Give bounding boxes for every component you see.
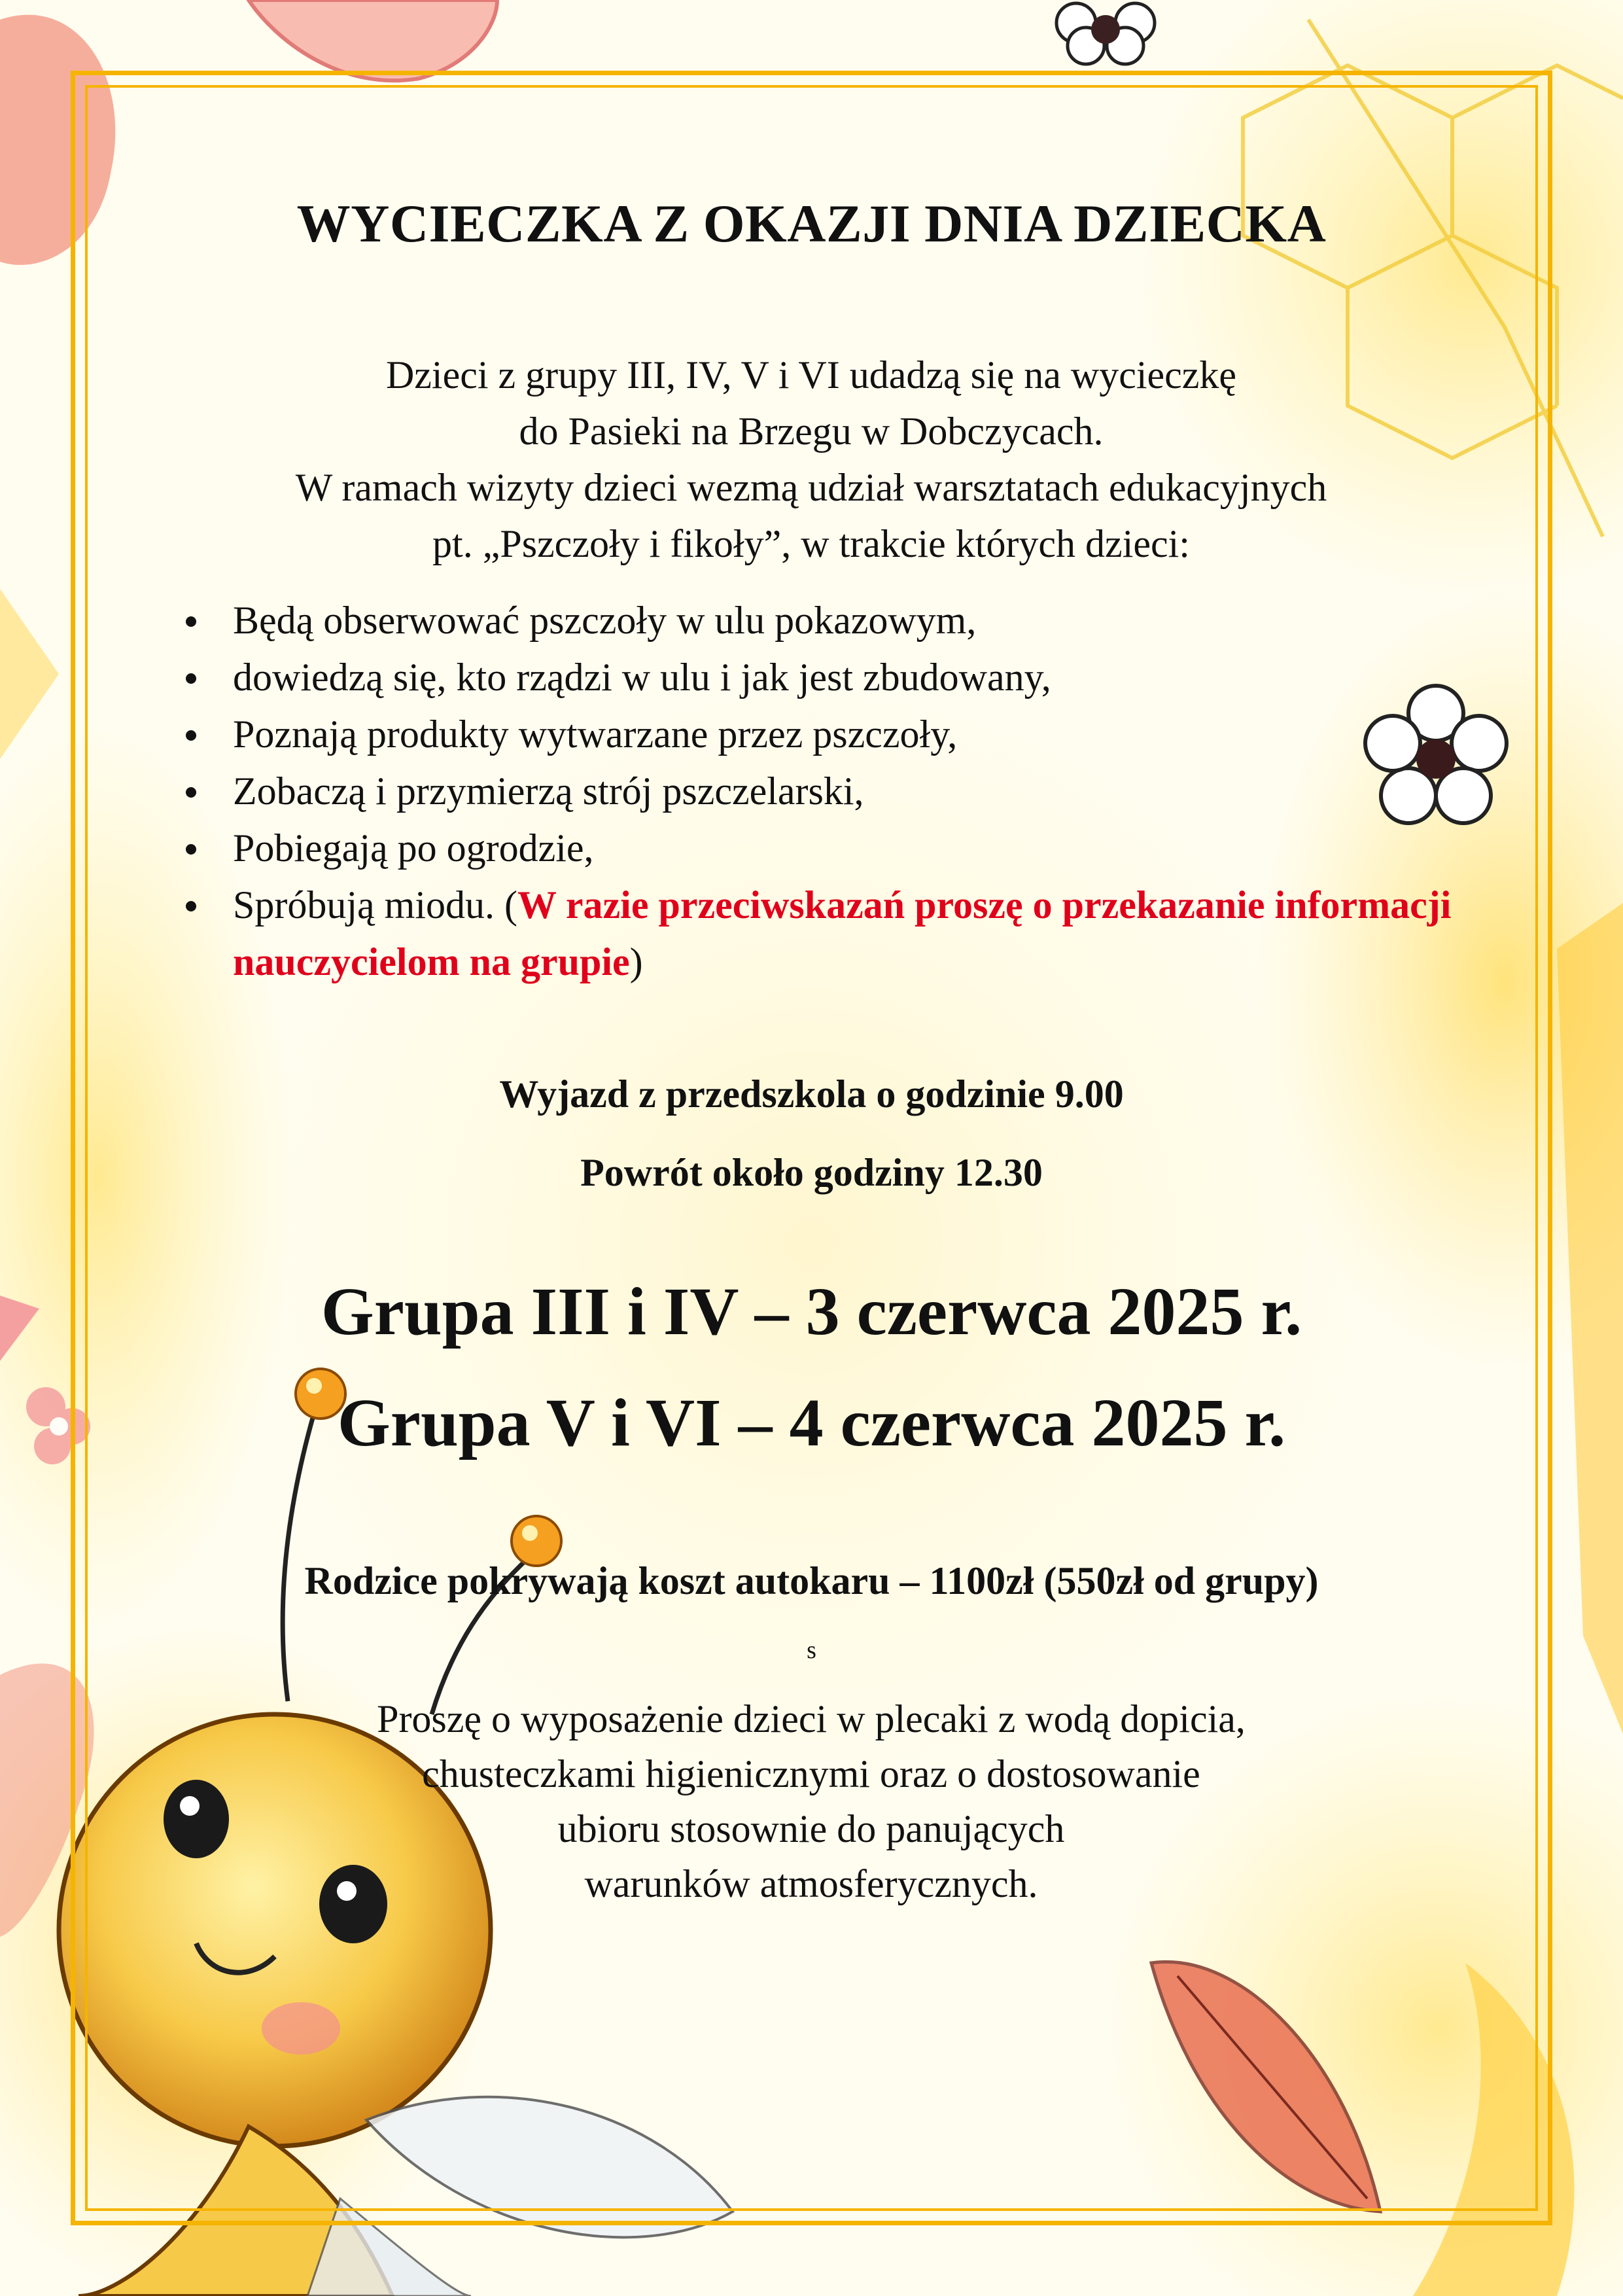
list-item: Zobaczą i przymierzą strój pszczelarski, xyxy=(177,763,1452,820)
list-item: Pobiegają po ogrodzie, xyxy=(177,820,1452,877)
intro-paragraph xyxy=(157,347,1465,572)
closing-paren: ) xyxy=(629,940,643,983)
return-time: Powrót około godziny 12.30 xyxy=(580,1151,1043,1194)
list-item: Poznają produkty wytwarzane przez pszczoły, xyxy=(177,706,1452,763)
intro-line: do Pasieki na Brzegu w Dobczycach. xyxy=(519,410,1104,453)
closing-line: Proszę o wyposażenie dzieci w plecaki z wodą dopicia, xyxy=(377,1697,1246,1740)
closing-line: ubioru stosownie do panujących xyxy=(557,1807,1065,1850)
departure-time: Wyjazd z przedszkola o godzinie 9.00 xyxy=(499,1072,1124,1116)
intro-line: W ramach wizyty dzieci wezmą udział warsztatach edukacyjnych xyxy=(295,466,1327,509)
group-date-1: Grupa III i IV – 3 czerwca 2025 r. xyxy=(321,1274,1302,1349)
intro-line: Dzieci z grupy III, IV, V i VI udadzą się na wycieczkę xyxy=(385,353,1237,397)
activity-list xyxy=(177,592,1452,991)
closing-line: chusteczkami higienicznymi oraz o dostosowanie xyxy=(422,1752,1200,1795)
cost-info: Rodzice pokrywają koszt autokaru – 1100zł (550zł od grupy) xyxy=(304,1559,1319,1602)
closing-line: warunków atmosferycznych. xyxy=(584,1862,1038,1905)
list-item: Będą obserwować pszczoły w ulu pokazowym, xyxy=(177,592,1452,649)
group-date-2: Grupa V i VI – 4 czerwca 2025 r. xyxy=(337,1385,1286,1460)
list-item: dowiedzą się, kto rządzi w ulu i jak jest zbudowany, xyxy=(177,649,1452,706)
stray-character: s xyxy=(807,1636,816,1664)
allergy-warning: W razie przeciwskazań proszę o przekazanie informacji nauczycielom na grupie xyxy=(233,883,1452,983)
honey-text: Spróbują miodu. ( xyxy=(233,883,517,927)
closing-paragraph xyxy=(157,1691,1465,1911)
list-item-honey xyxy=(177,877,1452,991)
intro-line: pt. „Pszczoły i fikoły”, w trakcie których dzieci: xyxy=(432,522,1190,565)
page-title: WYCIECZKA Z OKAZJI DNIA DZIECKA xyxy=(296,194,1327,253)
